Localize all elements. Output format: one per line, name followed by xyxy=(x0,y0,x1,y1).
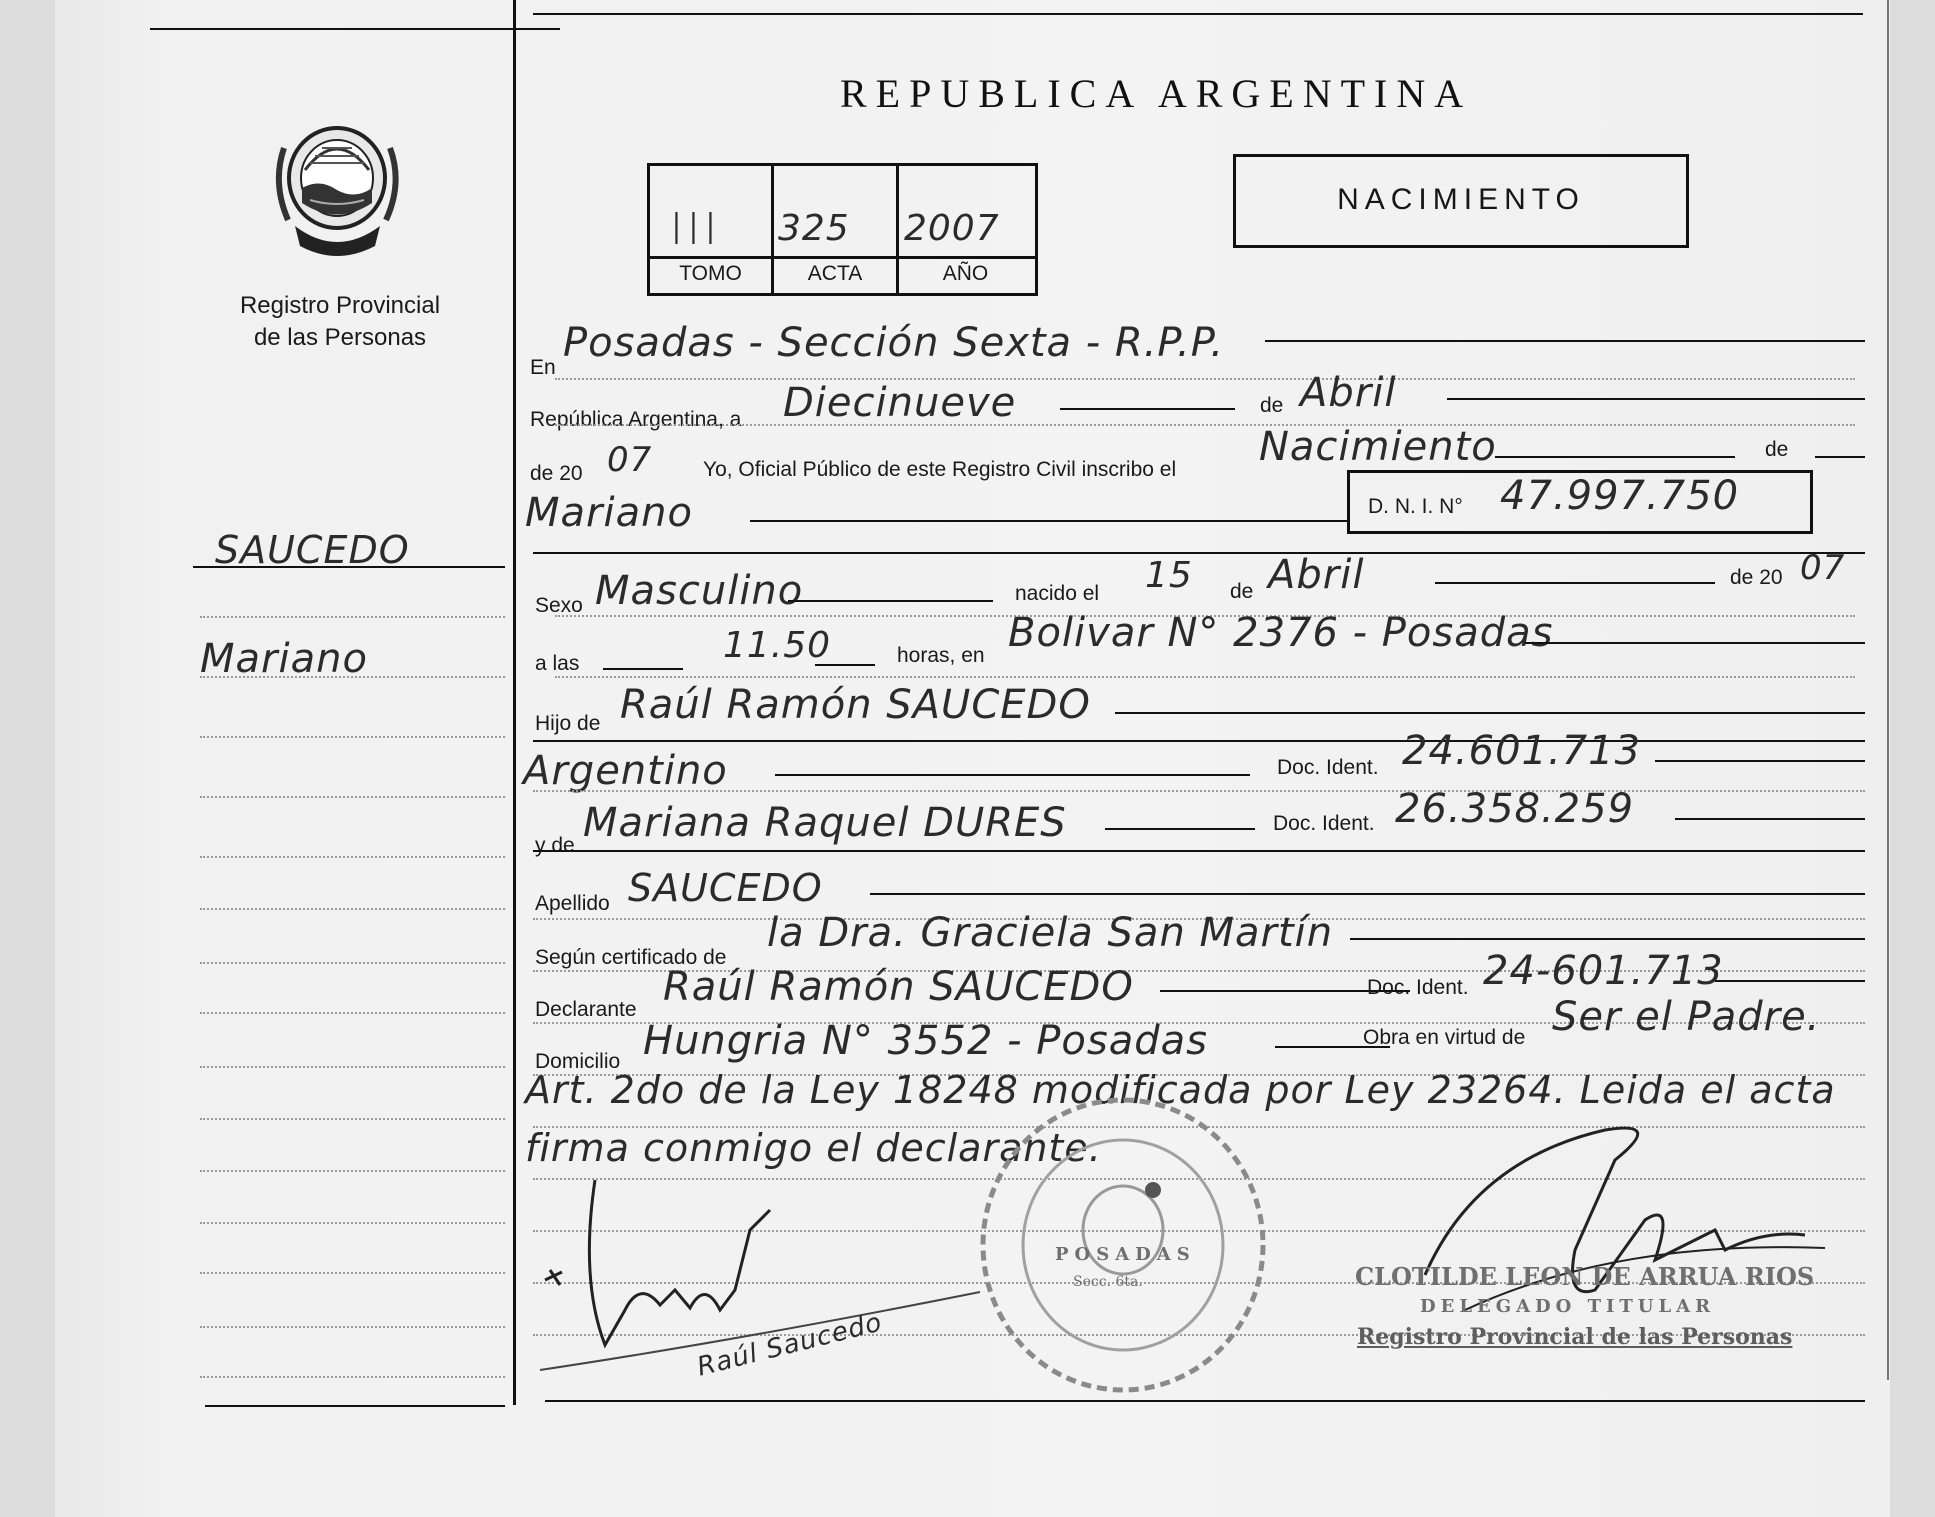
seal-text: POSADAS xyxy=(1055,1244,1196,1265)
madre-doc-rule xyxy=(1675,818,1865,820)
declarante-doc-value: 24-601.713 xyxy=(1483,948,1724,994)
margin-dotline xyxy=(200,1326,505,1328)
record-type: NACIMIENTO xyxy=(1337,183,1585,216)
nacido-month: Abril xyxy=(1268,552,1365,598)
record-number-box xyxy=(647,163,1038,296)
margin-dotline xyxy=(200,1222,505,1224)
inscribo-value: Nacimiento xyxy=(1259,424,1497,470)
apellido-value: SAUCEDO xyxy=(628,866,823,910)
margin-dotline xyxy=(200,616,505,618)
declarante-value: Raúl Ramón SAUCEDO xyxy=(663,964,1134,1010)
hijo-label: Hijo de xyxy=(535,712,601,735)
certificate-page xyxy=(55,0,1890,1517)
margin-given-name: Mariano xyxy=(200,636,368,682)
dni-label: D. N. I. N° xyxy=(1368,495,1463,518)
margin-surname-rule xyxy=(193,566,505,568)
observation-line-1: Art. 2do de la Ley 18248 modificada por Ley 23264. Leida el acta xyxy=(525,1068,1836,1112)
margin-surname: SAUCEDO xyxy=(215,528,410,572)
declarante-signature xyxy=(540,1170,1020,1410)
name-rule xyxy=(750,520,1350,522)
registry-line-2: de las Personas xyxy=(253,324,427,351)
declarante-label: Declarante xyxy=(535,998,637,1021)
republica-label: República Argentina, a xyxy=(530,408,742,431)
margin-bottom-rule xyxy=(205,1405,505,1407)
lugar-value: Bolivar N° 2376 - Posadas xyxy=(1008,610,1554,656)
margin-dotline xyxy=(200,1170,505,1172)
right-edge-line xyxy=(1887,0,1889,1380)
sexo-rule xyxy=(788,600,993,602)
official-registry: Registro Provincial de las Personas xyxy=(1357,1324,1793,1350)
madre-value: Mariana Raquel DURES xyxy=(583,800,1067,846)
padre-doc-rule xyxy=(1655,760,1865,762)
padre-nacionalidad: Argentino xyxy=(523,748,728,794)
month-rule xyxy=(1447,398,1865,400)
margin-dotline xyxy=(200,736,505,738)
de-label-3: de xyxy=(1230,580,1254,603)
day-rule xyxy=(1060,408,1235,410)
alas-label: a las xyxy=(535,652,580,675)
top-rule-left xyxy=(150,28,560,30)
official-name: CLOTILDE LEON DE ARRUA RIOS xyxy=(1355,1262,1815,1291)
certificado-rule xyxy=(1350,938,1865,940)
declarante-doc-rule xyxy=(1715,980,1865,982)
acta-label: ACTA xyxy=(807,262,863,285)
oficial-label: Yo, Oficial Público de este Registro Civil inscribo el xyxy=(703,458,1177,481)
doc-label-3: Doc. Ident. xyxy=(1367,976,1469,999)
doc-label: Doc. Ident. xyxy=(1277,756,1379,779)
provincia-de-misiones-emblem xyxy=(270,108,405,263)
de-label-2: de xyxy=(1765,438,1789,461)
nacido-year: 07 xyxy=(1800,548,1846,588)
hora-value: 11.50 xyxy=(723,625,832,666)
country-title: REPUBLICA ARGENTINA xyxy=(840,71,1473,116)
de-rule xyxy=(1815,456,1865,458)
en-dotline xyxy=(555,378,1855,380)
padre-rule-2 xyxy=(533,740,1865,742)
margin-dotline xyxy=(200,676,505,678)
official-title: DELEGADO TITULAR xyxy=(1420,1296,1716,1317)
de20-label: de 20 xyxy=(530,462,583,485)
padre-dotline xyxy=(533,790,1865,792)
margin-dotline xyxy=(200,856,505,858)
padre-value: Raúl Ramón SAUCEDO xyxy=(620,682,1091,728)
yde-label: y de xyxy=(535,834,575,857)
madre-rule xyxy=(1105,828,1255,830)
hora-rule xyxy=(815,664,875,666)
nacido-day: 15 xyxy=(1145,555,1193,596)
en-rule xyxy=(1265,340,1865,342)
margin-dotline xyxy=(200,1376,505,1378)
inscribo-rule xyxy=(1495,456,1735,458)
alas-rule xyxy=(603,668,683,670)
sexo-label: Sexo xyxy=(535,594,583,617)
year-value: 07 xyxy=(607,440,653,480)
horas-label: horas, en xyxy=(897,644,985,667)
margin-dotline xyxy=(200,796,505,798)
padre-doc-value: 24.601.713 xyxy=(1402,728,1642,774)
domicilio-label: Domicilio xyxy=(535,1050,621,1073)
record-type-box xyxy=(1233,154,1689,248)
sexo-value: Masculino xyxy=(595,568,804,614)
domicilio-value: Hungria N° 3552 - Posadas xyxy=(643,1018,1208,1064)
margin-dotline xyxy=(200,1118,505,1120)
apellido-rule xyxy=(870,893,1865,895)
margin-dotline xyxy=(200,1012,505,1014)
obra-label: Obra en virtud de xyxy=(1363,1026,1526,1049)
tomo-value: III xyxy=(670,204,721,255)
top-rule-right xyxy=(533,13,1863,15)
month-value: Abril xyxy=(1300,370,1397,416)
seal-sub: Secc. 6ta. xyxy=(1073,1274,1143,1290)
padre-nac-rule xyxy=(775,774,1250,776)
declarante-signature-caption: Raúl Saucedo xyxy=(694,1307,886,1383)
en-value: Posadas - Sección Sexta - R.P.P. xyxy=(563,320,1225,366)
tomo-label: TOMO xyxy=(679,262,742,285)
obra-value: Ser el Padre. xyxy=(1552,994,1821,1040)
section-rule xyxy=(533,552,1865,554)
madre-rule-2 xyxy=(533,850,1865,852)
acta-value: 325 xyxy=(778,208,850,249)
nacido-label: nacido el xyxy=(1015,582,1100,605)
certificado-label: Según certificado de xyxy=(535,946,727,969)
day-value: Diecinueve xyxy=(783,380,1017,426)
registry-line-1: Registro Provincial xyxy=(239,292,441,319)
column-divider xyxy=(513,0,516,1405)
dni-value: 47.997.750 xyxy=(1500,473,1740,519)
nacido-rule xyxy=(1435,582,1715,584)
margin-dotline xyxy=(200,1272,505,1274)
name-value: Mariano xyxy=(525,490,693,536)
observation-line-2: firma conmigo el declarante. xyxy=(525,1126,1102,1170)
certificado-value: la Dra. Graciela San Martín xyxy=(767,910,1334,956)
doc-label-2: Doc. Ident. xyxy=(1273,812,1375,835)
madre-doc-value: 26.358.259 xyxy=(1395,786,1635,832)
padre-rule xyxy=(1115,712,1865,714)
en-label: En xyxy=(530,356,556,379)
lugar-rule xyxy=(1525,642,1865,644)
margin-dotline xyxy=(200,1066,505,1068)
alas-dotline xyxy=(555,676,1855,678)
de20-label-2: de 20 xyxy=(1730,566,1783,589)
apellido-label: Apellido xyxy=(535,892,610,915)
margin-dotline xyxy=(200,908,505,910)
anio-label: AÑO xyxy=(942,262,989,285)
registry-name xyxy=(225,290,455,354)
de-label: de xyxy=(1260,394,1284,417)
margin-dotline xyxy=(200,962,505,964)
dni-box xyxy=(1347,470,1813,534)
anio-value: 2007 xyxy=(904,208,1000,249)
republica-dotline xyxy=(555,424,1855,426)
